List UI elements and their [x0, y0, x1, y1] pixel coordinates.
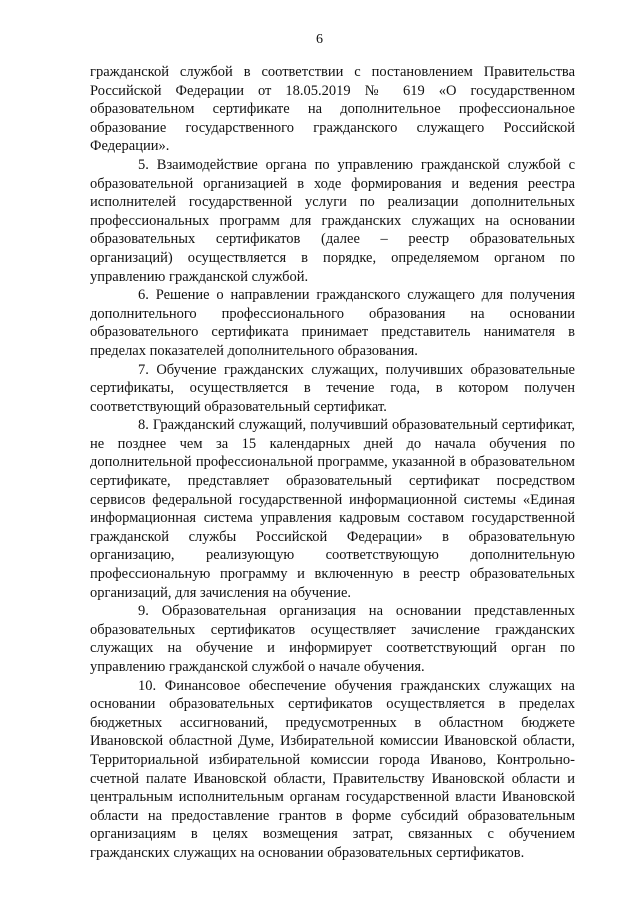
- paragraph-10: 10. Финансовое обеспечение обучения гражданских служащих на основании образовательных сертификатов осуществляется в пределах бюджетных ассигнований, предусмотренных в областном бюджете Ивановской областной Думе, Избирательной комиссии Ивановской области, Территориальной избирательной комиссии города Иваново, Контрольно-счетной палате Ивановской области, Правительству Ивановской области и центральным исполнительным органам государственной власти Ивановской области на предоставление грантов в форме субсидий образовательным организациям в целях возмещения затрат, связанных с обучением гражданских служащих на основании образовательных сертификатов.: [90, 677, 575, 861]
- paragraph-7: 7. Обучение гражданских служащих, получивших образовательные сертификаты, осуществляется в течение года, в котором получен соответствующий образовательный сертификат.: [90, 361, 575, 415]
- paragraph-9: 9. Образовательная организация на основании представленных образовательных сертификатов осуществляет зачисление гражданских служащих на обучение и информирует соответствующий орган по управлению гражданской службой о начале обучения.: [90, 603, 575, 675]
- document-body: [90, 63, 575, 863]
- page-number: 6: [316, 32, 323, 47]
- paragraph-5: 5. Взаимодействие органа по управлению гражданской службой с образовательной организацией в ходе формирования и ведения реестра исполнителей государственной услуги по реализации дополнительных профессиональных программ для гражданских служащих на основании образовательных сертификатов (далее – реестр образовательных организаций) осуществляется в порядке, определяемом органом по управлению гражданской службой.: [90, 156, 575, 285]
- paragraph-6: 6. Решение о направлении гражданского служащего для получения дополнительного профессионального образования на основании образовательного сертификата принимает представитель нанимателя в пределах показателей дополнительного образования.: [90, 287, 575, 359]
- paragraph-continuation: гражданской службой в соответствии с постановлением Правительства Российской Федерации от 18.05.2019 № 619 «О государственном образовательном сертификате на дополнительное профессиональное образование государственного гражданского служащего Российской Федерации».: [90, 64, 575, 155]
- paragraph-8: 8. Гражданский служащий, получивший образовательный сертификат, не позднее чем за 15 календарных дней до начала обучения по дополнительной профессиональной программе, указанной в образовательном сертификате, представляет образовательный сертификат посредством сервисов федеральной государственной информационной системы «Единая информационная система управления кадровым составом государственной гражданской службы Российской Федерации» в образовательную организацию, реализующую соответствующую дополнительную профессиональную программу и включенную в реестр образовательных организаций, для зачисления на обучение.: [90, 417, 575, 601]
